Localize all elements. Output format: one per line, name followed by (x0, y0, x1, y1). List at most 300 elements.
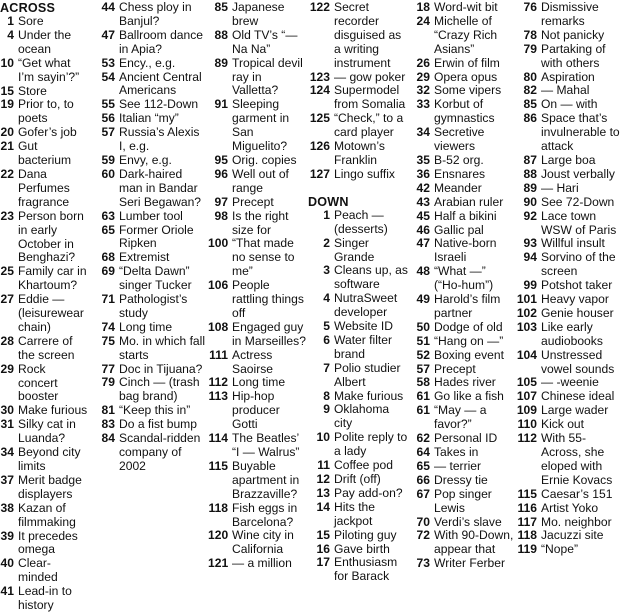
clue-text: It precedes omega (18, 528, 78, 557)
clue-number: 83 (101, 417, 115, 432)
clue-number: 24 (416, 13, 430, 28)
clue-item (95, 112, 208, 126)
clue-item (95, 98, 208, 112)
clue-item (411, 321, 515, 335)
clue-text: Japanese brew (232, 0, 285, 28)
clue-item (411, 210, 515, 224)
clue-item (308, 459, 408, 473)
clue-number: 92 (523, 208, 537, 223)
clue-text: Precept (434, 361, 476, 376)
clue-text: Polite reply to a lady (334, 430, 408, 459)
clue-number: 110 (517, 417, 537, 432)
clue-item (515, 307, 625, 321)
clue-number: 26 (416, 55, 430, 70)
clue-item (95, 210, 208, 224)
clue-number: 123 (309, 69, 330, 84)
clue-text: Lumber tool (119, 208, 183, 223)
clue-number: 125 (309, 111, 330, 126)
clue-number: 88 (214, 27, 228, 42)
clue-text: Italian “my” (119, 111, 179, 126)
clue-text: Chinese ideal (541, 389, 615, 404)
clue-text: Jacuzzi site (541, 528, 604, 543)
clue-text: Lace town WSW of Paris (541, 208, 617, 237)
clue-number: 10 (0, 55, 14, 70)
clue-item (308, 473, 408, 487)
clue-text: “Get what I’m sayin’?” (18, 55, 80, 84)
clue-number: 67 (416, 486, 430, 501)
clue-item (95, 71, 208, 99)
clue-text: Do a fist bump (119, 417, 197, 432)
clue-text: Artist Yoko (541, 500, 599, 515)
clue-text: Clear-minded (18, 556, 58, 585)
clue-number: 39 (0, 528, 14, 543)
clue-number: 52 (416, 347, 430, 362)
clue-text: Partaking of with others (541, 41, 606, 70)
clue-number: 49 (416, 292, 430, 307)
clue-number: 118 (208, 500, 228, 515)
clue-number: 97 (214, 194, 228, 209)
clue-text: Make furious (18, 403, 88, 418)
clue-column-4 (308, 1, 408, 584)
clue-item (308, 71, 408, 85)
clue-item (411, 474, 515, 488)
clue-text: Personal ID (434, 431, 498, 446)
clue-number: 68 (101, 250, 115, 265)
clue-item (308, 112, 408, 140)
clue-text: Opera opus (434, 69, 498, 84)
clue-item (411, 390, 515, 404)
clue-number: 116 (517, 500, 537, 515)
clue-text: Dismissive remarks (541, 0, 599, 28)
clue-item (411, 1, 515, 15)
clue-item (411, 404, 515, 432)
clue-text: Prior to, to poets (18, 97, 74, 126)
clue-text: “Hang on —” (434, 333, 504, 348)
clue-item (208, 432, 308, 460)
clue-number: 33 (416, 97, 430, 112)
clue-text: Hades river (434, 375, 496, 390)
clue-item (95, 335, 208, 363)
clue-number: 108 (208, 319, 229, 334)
clue-text: Carrere of the screen (18, 333, 75, 362)
clue-text: Long time (232, 375, 286, 390)
clue-number: 79 (101, 375, 115, 390)
clue-item (308, 168, 408, 182)
clue-number: 112 (517, 431, 537, 446)
clue-number: 32 (416, 83, 430, 98)
clue-number: 17 (316, 555, 330, 570)
clue-text: Native-born Israeli (434, 236, 497, 265)
clue-text: Dana Perfumes fragrance (18, 166, 70, 209)
clue-text: Sore (18, 14, 44, 28)
clue-text: See 72-Down (541, 194, 615, 209)
down-clue-list (308, 209, 408, 584)
clue-number: 25 (0, 264, 14, 279)
clue-text: Go like a fish (434, 389, 504, 404)
clue-item (0, 168, 88, 210)
clue-text: Cinch — (trash bag brand) (119, 375, 200, 404)
clue-item (0, 293, 88, 335)
clue-item (411, 196, 515, 210)
clue-number: 106 (208, 278, 229, 293)
clue-item (411, 557, 515, 571)
clue-item (208, 460, 308, 502)
clue-item (411, 182, 515, 196)
clue-text: Former Oriole Ripken (119, 222, 194, 251)
clue-number: 28 (0, 333, 14, 348)
clue-item (0, 140, 88, 168)
clue-number: 14 (316, 499, 330, 514)
clue-text: On — with (541, 97, 598, 112)
clue-item (95, 224, 208, 252)
clue-item (208, 237, 308, 279)
clue-text: Gave birth (334, 541, 390, 556)
clue-item (208, 168, 308, 196)
clue-item (515, 488, 625, 502)
clue-item (515, 418, 625, 432)
clue-text: Michelle of “Crazy Rich Asians” (434, 13, 498, 56)
clue-item (208, 502, 308, 530)
clue-text: Orig. copies (232, 152, 297, 167)
clue-item (0, 15, 88, 29)
down-clue-list (411, 1, 515, 571)
clue-item (515, 154, 625, 168)
clue-item (308, 390, 408, 404)
clue-text: Polio studier Albert (334, 360, 401, 389)
clue-text: Potshot taker (541, 278, 613, 293)
clue-text: Writer Ferber (434, 556, 506, 571)
clue-text: — a million (232, 556, 292, 571)
clue-number: 19 (0, 97, 14, 112)
clue-item (0, 530, 88, 558)
clue-text: Caesar’s 151 (541, 486, 613, 501)
clue-text: Heavy vapor (541, 292, 609, 307)
clue-text: Ancient Central Americans (119, 69, 202, 98)
clue-number: 51 (416, 333, 430, 348)
clue-item (308, 487, 408, 501)
down-heading: DOWN (308, 194, 349, 209)
clue-text: Wine city in California (232, 528, 294, 557)
across-clue-list (208, 1, 308, 571)
clue-item (208, 196, 308, 210)
clue-number: 48 (416, 264, 430, 279)
clue-item (0, 210, 88, 266)
clue-number: 69 (101, 264, 115, 279)
clue-item (308, 334, 408, 362)
clue-text: Unstressed vowel sounds (541, 347, 615, 376)
clue-item (411, 335, 515, 349)
clue-text: B-52 org. (434, 152, 484, 167)
clue-number: 4 (7, 27, 14, 42)
clue-text: Rock concert booster (18, 361, 59, 404)
clue-item (411, 57, 515, 71)
clue-text: Large boa (541, 152, 596, 167)
clue-item (308, 543, 408, 557)
clue-text: Water filter brand (334, 332, 393, 361)
clue-number: 2 (323, 235, 330, 250)
clue-column-1 (0, 1, 88, 613)
clue-text: Not panicky (541, 27, 605, 42)
clue-text: Boxing event (434, 347, 504, 362)
clue-item (515, 84, 625, 98)
clue-number: 89 (214, 55, 228, 70)
clue-item (95, 1, 208, 29)
clue-number: 113 (208, 389, 228, 404)
clue-number: 59 (101, 152, 115, 167)
clue-number: 99 (523, 278, 537, 293)
clue-item (208, 98, 308, 154)
clue-text: Piloting guy (334, 527, 397, 542)
clue-item (208, 390, 308, 432)
clue-text: Dodge of old (434, 319, 503, 334)
clue-item (411, 349, 515, 363)
clue-item (308, 501, 408, 529)
clue-text: With 55-Across, she eloped with Ernie Kovacs (541, 431, 613, 487)
clue-item (0, 126, 88, 140)
clue-item (308, 209, 408, 237)
clue-text: Pay add-on? (334, 485, 403, 500)
clue-item (515, 543, 625, 557)
across-clue-list (308, 1, 408, 182)
clue-number: 91 (214, 97, 228, 112)
clue-item (95, 251, 208, 265)
clue-text: Meander (434, 180, 482, 195)
clue-number: 43 (416, 194, 430, 209)
clue-number: 42 (416, 180, 430, 195)
clue-text: Word-wit bit (434, 0, 498, 14)
clue-item (515, 43, 625, 71)
clue-item (95, 418, 208, 432)
clue-item (308, 264, 408, 292)
clue-text: Drift (off) (334, 472, 381, 486)
clue-item (0, 29, 88, 57)
clue-number: 105 (516, 375, 537, 390)
clue-item (208, 321, 308, 349)
clue-number: 80 (523, 69, 537, 84)
clue-text: Well out of range (232, 166, 289, 195)
clue-number: 15 (0, 83, 14, 98)
clue-number: 94 (523, 250, 537, 265)
clue-number: 115 (208, 458, 228, 473)
clue-column-6 (515, 1, 625, 557)
clue-number: 87 (523, 152, 537, 167)
clue-text: Under the ocean (18, 27, 72, 56)
clue-text: Eddie — (leisurewear chain) (18, 292, 84, 334)
clue-number: 79 (523, 41, 537, 56)
clue-text: — -weenie (541, 375, 599, 390)
clue-item (308, 1, 408, 71)
clue-item (515, 237, 625, 251)
clue-item (411, 15, 515, 57)
clue-item (515, 182, 625, 196)
clue-number: 111 (209, 347, 228, 362)
clue-item (308, 140, 408, 168)
clue-text: Pathologist’s study (119, 292, 188, 320)
clue-item (411, 71, 515, 85)
clue-text: Some vipers (434, 83, 502, 98)
clue-item (411, 84, 515, 98)
clue-number: 27 (0, 292, 14, 307)
clue-column-2 (95, 1, 208, 474)
clue-item (208, 557, 308, 571)
clue-item (95, 265, 208, 293)
clue-number: 60 (101, 166, 115, 181)
clue-number: 37 (0, 472, 14, 487)
clue-number: 44 (101, 0, 115, 14)
clue-number: 57 (416, 361, 430, 376)
clue-text: Willful insult (541, 236, 605, 251)
across-clue-list (95, 1, 208, 474)
clue-number: 82 (523, 83, 537, 98)
clue-text: Large wader (541, 403, 609, 418)
clue-number: 74 (101, 319, 115, 334)
clue-number: 61 (416, 389, 430, 404)
clue-text: Like early audiobooks (541, 319, 603, 348)
clue-number: 4 (323, 291, 330, 306)
clue-text: See 112-Down (119, 97, 199, 112)
clue-number: 29 (416, 69, 430, 84)
clue-text: Harold’s film partner (434, 292, 501, 320)
clue-number: 58 (416, 375, 430, 390)
clue-text: Long time (119, 319, 173, 334)
clue-text: Erwin of film (434, 55, 500, 70)
clue-text: Kazan of filmmaking (18, 500, 76, 529)
clue-text: Extremist (119, 250, 170, 265)
clue-number: 29 (0, 361, 14, 376)
clue-text: Genie houser (541, 305, 614, 320)
clue-text: The Beatles’ “I — Walrus” (232, 431, 300, 459)
clue-text: Old TV’s “— Na Na” (232, 27, 298, 56)
clue-item (0, 446, 88, 474)
clue-item (411, 98, 515, 126)
clue-text: Tropical devil ray in Valletta? (232, 55, 303, 98)
clue-number: 12 (316, 472, 330, 486)
clue-item (308, 320, 408, 334)
clue-item (95, 321, 208, 335)
clue-number: 85 (214, 0, 228, 14)
clue-text: “What —” (“Ho-hum”) (434, 264, 494, 293)
clue-item (308, 403, 408, 431)
clue-number: 5 (323, 319, 330, 334)
clue-number: 45 (416, 208, 430, 223)
clue-text: Sorvino of the screen (541, 250, 616, 279)
clue-text: — gow poker (334, 69, 406, 84)
clue-number: 103 (516, 319, 537, 334)
clue-text: Kick out (541, 417, 585, 432)
clue-item (0, 363, 88, 405)
clue-item (515, 432, 625, 488)
clue-item (515, 321, 625, 349)
clue-text: With 90-Down, appear that (434, 528, 514, 557)
clue-item (515, 98, 625, 112)
clue-text: Is the right size for (232, 208, 289, 237)
clue-item (0, 474, 88, 502)
clue-item (411, 224, 515, 238)
clue-item (208, 210, 308, 238)
clue-number: 34 (0, 445, 14, 460)
clue-number: 57 (101, 125, 115, 140)
clue-text: Silky cat in Luanda? (18, 417, 76, 446)
clue-item (208, 349, 308, 377)
clue-item (411, 529, 515, 557)
clue-number: 88 (523, 166, 537, 181)
clue-item (95, 432, 208, 474)
clue-number: 1 (7, 14, 14, 28)
clue-text: — Mahal (541, 83, 590, 98)
clue-item (515, 210, 625, 238)
clue-number: 40 (0, 556, 14, 571)
clue-number: 90 (523, 194, 537, 209)
clue-text: Gallic pal (434, 222, 484, 237)
clue-number: 20 (0, 125, 14, 140)
clue-item (308, 237, 408, 265)
clue-item (308, 84, 408, 112)
clue-item (515, 168, 625, 182)
clue-item (411, 293, 515, 321)
clue-number: 53 (101, 55, 115, 70)
clue-text: Scandal-ridden company of 2002 (119, 431, 201, 473)
clue-item (308, 362, 408, 390)
clue-text: Supermodel from Somalia (334, 83, 406, 112)
across-heading: ACROSS (0, 1, 56, 15)
clue-text: Ency., e.g. (119, 55, 176, 70)
clue-item (515, 196, 625, 210)
clue-text: Aspiration (541, 69, 595, 84)
clue-item (208, 529, 308, 557)
clue-text: Ballroom dance in Apia? (119, 27, 204, 56)
clue-item (411, 265, 515, 293)
clue-text: Family car in Khartoum? (18, 264, 87, 293)
clue-item (308, 292, 408, 320)
clue-item (0, 85, 88, 99)
clue-item (95, 404, 208, 418)
clue-text: Takes in (434, 445, 479, 459)
clue-text: Oklahoma city (334, 402, 390, 431)
clue-number: 100 (208, 236, 229, 251)
clue-item (411, 363, 515, 377)
clue-number: 114 (208, 431, 228, 446)
clue-number: 9 (323, 402, 330, 417)
clue-text: Secretive viewers (434, 125, 485, 154)
clue-number: 38 (0, 500, 14, 515)
clue-number: 107 (516, 389, 537, 404)
clue-item (0, 335, 88, 363)
clue-text: Fish eggs in Barcelona? (232, 500, 298, 529)
clue-text: Merit badge displayers (18, 472, 82, 501)
clue-item (208, 279, 308, 321)
clue-number: 30 (0, 403, 14, 418)
clue-number: 63 (101, 208, 115, 223)
clue-number: 50 (416, 319, 430, 334)
clue-text: — terrier (434, 458, 482, 473)
clue-text: Chess ploy in Banjul? (119, 0, 192, 28)
clue-number: 8 (323, 388, 330, 403)
clue-text: Russia’s Alexis I, e.g. (119, 125, 200, 154)
clue-number: 16 (316, 541, 330, 556)
clue-number: 76 (523, 0, 537, 14)
clue-item (308, 556, 408, 584)
clue-item (411, 237, 515, 265)
clue-item (208, 57, 308, 99)
clue-number: 10 (316, 430, 330, 445)
clue-text: Verdi’s slave (434, 514, 502, 529)
clue-item (411, 432, 515, 446)
clue-item (95, 29, 208, 57)
clue-text: Hits the jackpot (334, 499, 375, 528)
clue-text: Gofer’s job (18, 125, 77, 140)
clue-text: “Nope” (541, 542, 578, 557)
clue-number: 115 (517, 486, 537, 501)
